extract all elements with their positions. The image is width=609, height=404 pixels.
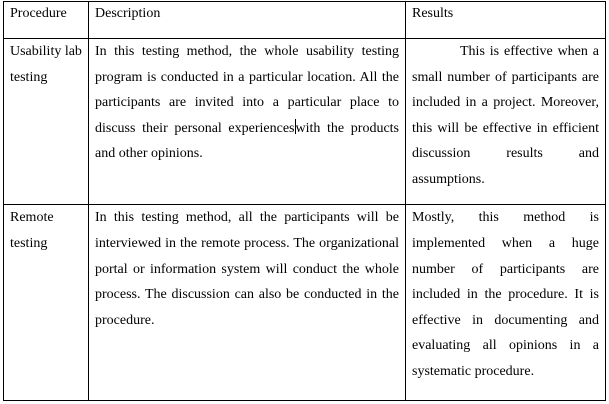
header-description: Description bbox=[89, 2, 406, 39]
procedure-cell[interactable]: Usability lab testing bbox=[4, 39, 89, 205]
description-cell[interactable] bbox=[89, 205, 406, 401]
table-header-row bbox=[4, 2, 606, 39]
procedure-cell[interactable]: Remote testing bbox=[4, 205, 89, 401]
table-row bbox=[4, 39, 606, 205]
results-text-content: This is effective when a small number of participants are included in a project. Moreover, this will be effective in efficient discussion results and assumptions. bbox=[412, 44, 599, 188]
description-text-after-cursor: with the products and other opinions. bbox=[95, 120, 399, 162]
results-text: Mostly, this method is implemented when a huge number of participants are included in the procedure. It is effective in documenting and evaluating all opinions in a systematic procedure. bbox=[412, 210, 599, 380]
results-text bbox=[412, 39, 599, 193]
description-text-before-cursor: In this testing method, the whole usability testing program is conducted in a particular location. All the participants are invited into a particular place to discuss their personal experiences bbox=[95, 44, 399, 136]
results-cell[interactable] bbox=[406, 205, 606, 401]
description-text: In this testing method, all the participants will be interviewed in the remote process. The organizational portal or information system will conduct the whole process. The discussion can also be conducted in the procedure. bbox=[95, 210, 399, 328]
results-cell[interactable] bbox=[406, 39, 606, 205]
header-results: Results bbox=[406, 2, 606, 39]
table-row bbox=[4, 205, 606, 401]
procedure-table bbox=[3, 1, 606, 401]
description-cell[interactable] bbox=[89, 39, 406, 205]
header-procedure: Procedure bbox=[4, 2, 89, 39]
description-text bbox=[95, 39, 399, 167]
